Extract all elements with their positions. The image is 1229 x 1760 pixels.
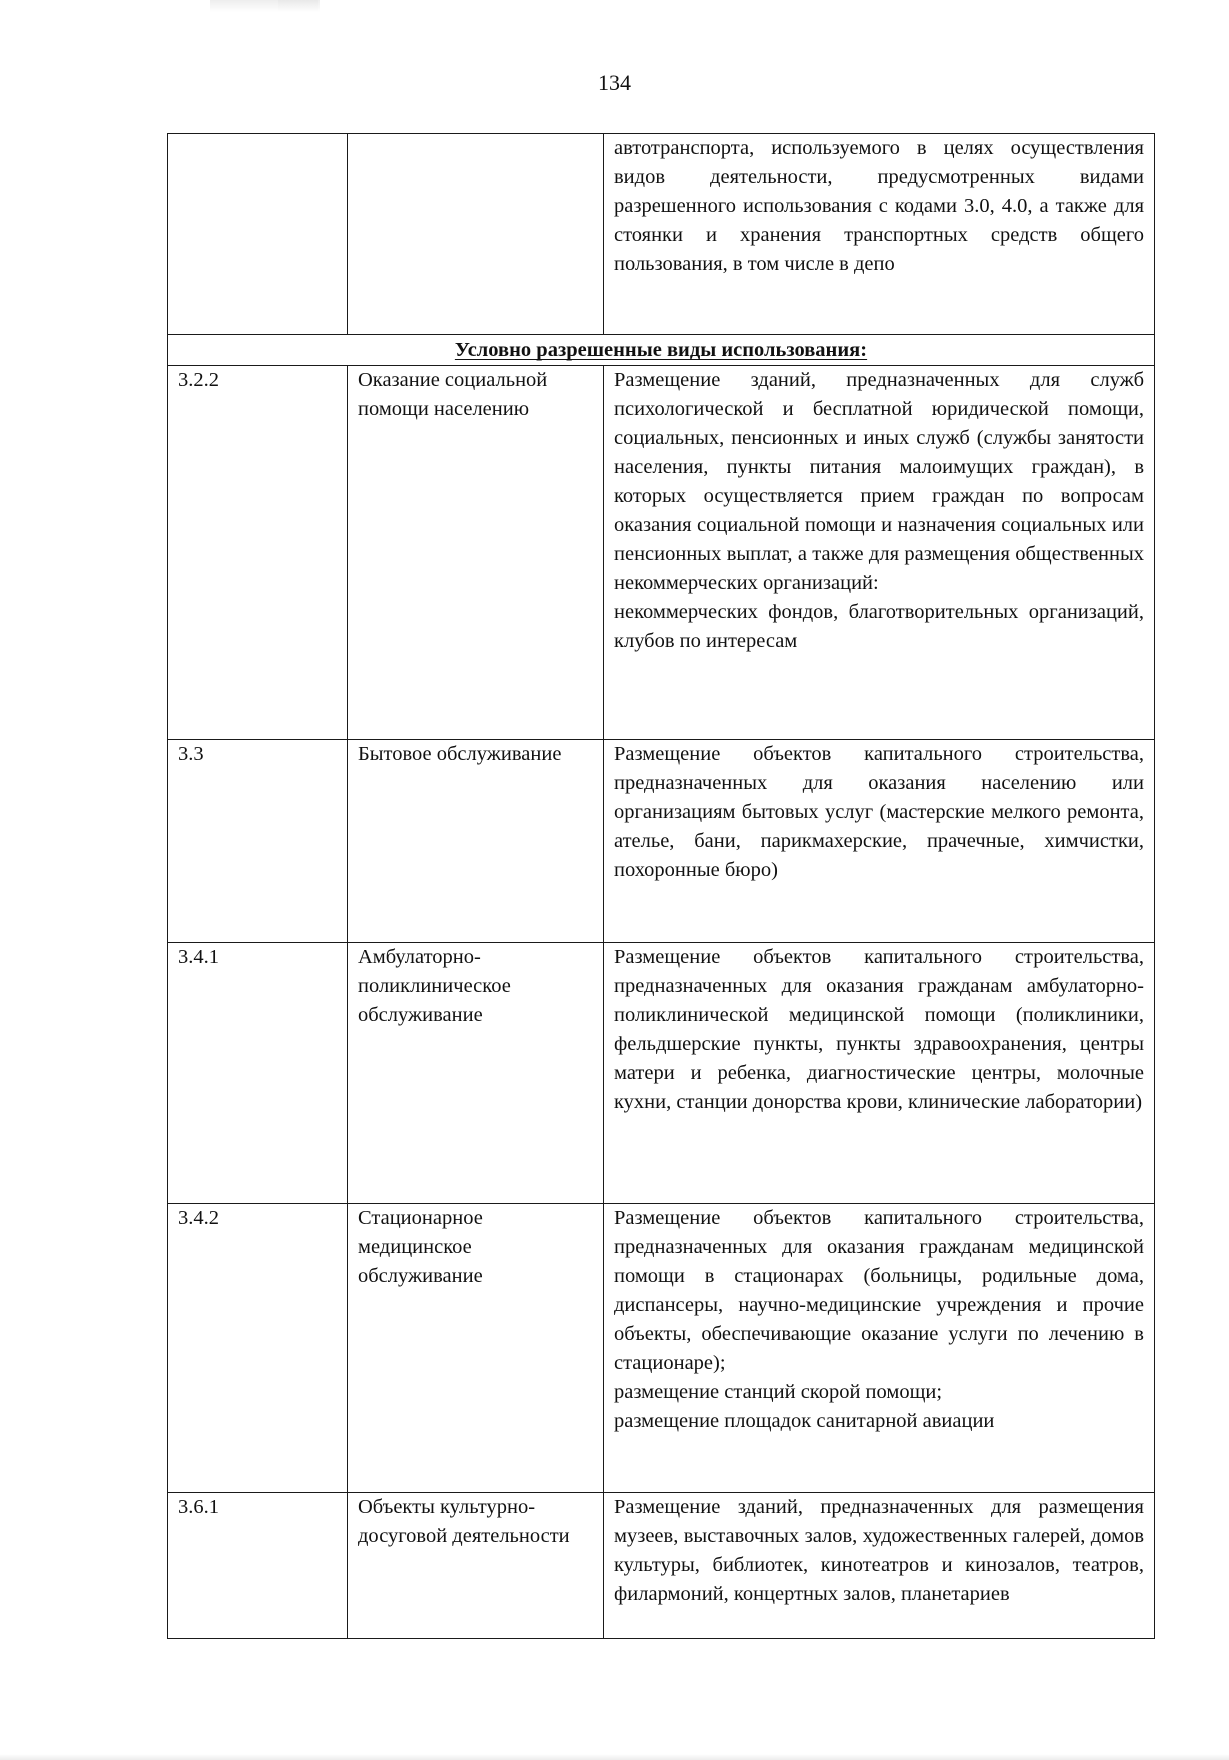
description-paragraph: Размещение объектов капитального строительства, предназначенных для оказания населению или организациям бытовых услуг (мастерские мелкого ремонта, ателье, бани, парикмахерские, прачечные, химчистки, похоронные бюро) — [614, 743, 1144, 881]
table-row — [168, 366, 1155, 740]
code-cell — [168, 134, 348, 335]
description-paragraph: Размещение зданий, предназначенных для размещения музеев, выставочных залов, художественных галерей, домов культуры, библиотек, кинотеатров и кинозалов, театров, филармоний, концертных залов, планетариев — [614, 1496, 1144, 1605]
description-paragraph: размещение площадок санитарной авиации — [614, 1410, 995, 1432]
description-paragraph: Размещение зданий, предназначенных для служб психологической и бесплатной юридической помощи, социальных, пенсионных и иных служб (службы занятости населения, пункты питания малоимущих граждан), в которых осуществляется прием граждан по вопросам оказания социальной помощи и назначения социальных или пенсионных выплат, а также для размещения общественных некоммерческих организаций: — [614, 369, 1144, 594]
code-cell: 3.6.1 — [168, 1493, 348, 1639]
description-paragraph: Размещение объектов капитального строительства, предназначенных для оказания гражданам амбулаторно-поликлинической медицинской помощи (поликлиники, фельдшерские пункты, пункты здравоохранения, центры матери и ребенка, диагностические центры, молочные кухни, станции донорства крови, клинические лаборатории) — [614, 946, 1144, 1113]
section-title: Условно разрешенные виды использования: — [454, 339, 868, 361]
table-row — [168, 740, 1155, 943]
name-cell: Стационарное медицинское обслуживание — [348, 1204, 604, 1493]
description-cell — [604, 1493, 1155, 1639]
scan-artifact — [0, 1754, 1229, 1760]
description-cell — [604, 134, 1155, 335]
description-cell — [604, 1204, 1155, 1493]
page-number: 134 — [598, 70, 631, 95]
description-paragraph: некоммерческих фондов, благотворительных организаций, клубов по интересам — [614, 601, 1144, 652]
description-paragraph: Размещение объектов капитального строительства, предназначенных для оказания гражданам медицинской помощи в стационарах (больницы, родильные дома, диспансеры, научно-медицинские учреждения и прочие объекты, обеспечивающие оказание услуги по лечению в стационаре); — [614, 1207, 1144, 1374]
scan-artifact — [278, 0, 318, 12]
description-paragraph: автотранспорта, используемого в целях осуществления видов деятельности, предусмотренных видами разрешенного использования с кодами 3.0, 4.0, а также для стоянки и хранения транспортных средств общего пользования, в том числе в депо — [614, 137, 1144, 275]
name-cell: Оказание социальной помощи населению — [348, 366, 604, 740]
name-cell — [348, 134, 604, 335]
table-row — [168, 943, 1155, 1204]
code-cell: 3.4.2 — [168, 1204, 348, 1493]
description-paragraph: размещение станций скорой помощи; — [614, 1381, 943, 1403]
section-header-row — [168, 335, 1155, 366]
name-cell: Бытовое обслуживание — [348, 740, 604, 943]
name-cell: Объекты культурно-досуговой деятельности — [348, 1493, 604, 1639]
description-cell — [604, 366, 1155, 740]
description-cell — [604, 943, 1155, 1204]
section-header-cell — [168, 335, 1155, 366]
table-row — [168, 1204, 1155, 1493]
code-cell: 3.3 — [168, 740, 348, 943]
table-row-continuation — [168, 134, 1155, 335]
table-row — [168, 1493, 1155, 1639]
description-cell — [604, 740, 1155, 943]
name-cell: Амбулаторно-поликлиническое обслуживание — [348, 943, 604, 1204]
code-cell: 3.2.2 — [168, 366, 348, 740]
code-cell: 3.4.1 — [168, 943, 348, 1204]
land-use-table — [167, 133, 1155, 1639]
